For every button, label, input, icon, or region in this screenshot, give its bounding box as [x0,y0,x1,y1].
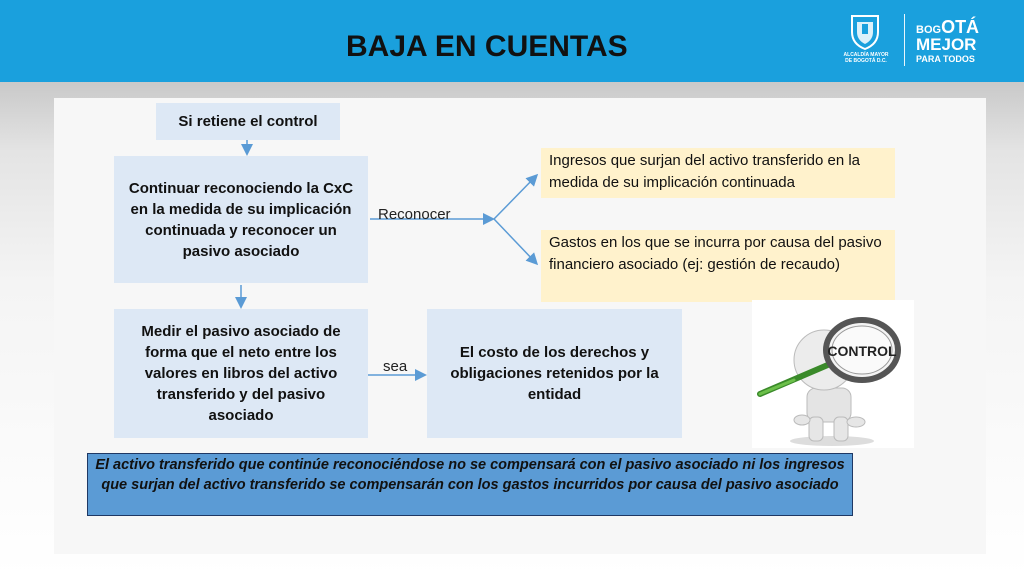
sea-label: sea [383,358,408,375]
magnifier-text: CONTROL [827,343,897,359]
expense-box: Gastos en los que se incurra por causa del pasivo financiero asociado (ej: gestión de recaudo) [541,230,895,302]
page-title: BAJA EN CUENTAS [346,30,628,63]
brand-ota: OTÁ [941,17,980,37]
note-box: El activo transferido que continúe reconociéndose no se compensará con el pasivo asociado ni los ingresos que surjan del activo transferido se compensarán con los gastos incurridos por causa del pasivo asociado [87,453,853,516]
brand-line-3: PARA TODOS [916,54,975,64]
seal-caption-line2: DE BOGOTÁ D.C. [845,58,887,64]
arrow-to-expense [494,219,536,263]
cost-box: El costo de los derechos y obligaciones retenidos por la entidad [427,309,682,438]
control-illustration [752,300,914,448]
retain-control-box: Si retiene el control [156,103,340,140]
seal-caption-line1: ALCALDÍA MAYOR [843,52,889,58]
brand-line-2: MEJOR [916,35,977,54]
brand-bog: BOG [916,24,942,36]
measure-liability-box: Medir el pasivo asociado de forma que el neto entre los valores en libros del activo transferido y del pasivo asociado [114,309,368,438]
arrow-to-income [494,176,536,219]
continue-recognizing-box: Continuar reconociendo la CxC en la medida de su implicación continuada y reconocer un pasivo asociado [114,156,368,283]
income-box: Ingresos que surjan del activo transferido en la medida de su implicación continuada [541,148,895,198]
magnifier-person-icon [752,300,914,448]
recognize-label: Reconocer [378,206,451,223]
